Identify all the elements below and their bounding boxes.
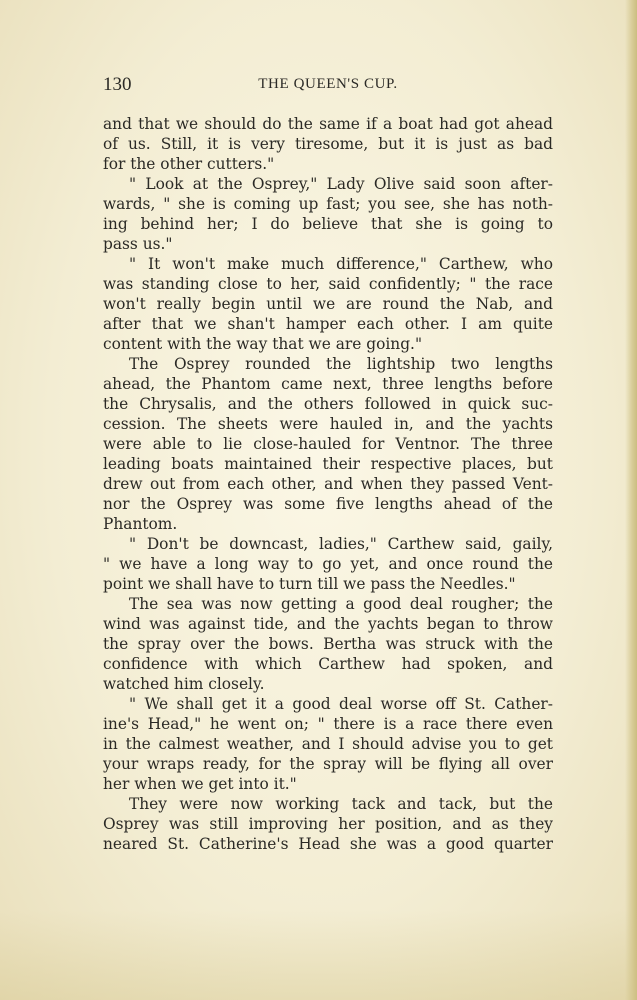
text-line: your wraps ready, for the spray will be flying all over [103,755,553,773]
text-line: " It won't make much difference," Carthew, who [129,255,553,273]
text-line: " Look at the Osprey," Lady Olive said soon after- [129,175,553,193]
text-line: The sea was now getting a good deal rougher; the [129,595,553,613]
text-line: in the calmest weather, and I should advise you to get [103,735,553,753]
text-line: ing behind her; I do believe that she is going to [103,215,553,233]
text-line: neared St. Catherine's Head she was a good quarter [103,835,553,853]
running-title: THE QUEEN'S CUP. [258,76,398,92]
text-line: pass us." [103,235,173,253]
text-line: after that we shan't hamper each other. I am quite [103,315,553,333]
text-line: ine's Head," he went on; " there is a race there even [103,715,553,733]
text-line: point we shall have to turn till we pass the Needles." [103,575,516,593]
text-line: her when we get into it." [103,775,297,793]
text-line: were able to lie close-hauled for Ventnor. The three [103,435,553,453]
text-line: of us. Still, it is very tiresome, but it is just as bad [103,135,553,153]
text-line: They were now working tack and tack, but the [129,795,553,813]
text-line: was standing close to her, said confidently; " the race [103,275,553,293]
text-line: wards, " she is coming up fast; you see, she has noth- [103,195,553,213]
text-line: leading boats maintained their respective places, but [103,455,553,473]
text-line: Osprey was still improving her position, and as they [103,815,553,833]
body-text [103,114,553,854]
text-line: the spray over the bows. Bertha was struck with the [103,635,553,653]
text-line: cession. The sheets were hauled in, and the yachts [103,415,553,433]
page-bottom-tint [0,910,637,1000]
page-edge-shadow [625,0,637,1000]
text-line: The Osprey rounded the lightship two lengths [129,355,553,373]
text-line: and that we should do the same if a boat had got ahead [103,115,553,133]
text-line: watched him closely. [103,675,265,693]
text-line: confidence with which Carthew had spoken, and [103,655,553,673]
text-line: content with the way that we are going." [103,335,423,353]
text-line: ahead, the Phantom came next, three lengths before [103,375,553,393]
text-line: " Don't be downcast, ladies," Carthew said, gaily, [129,535,553,553]
text-line: " we have a long way to go yet, and once round the [103,555,553,573]
page-header [103,74,553,98]
text-line: Phantom. [103,515,178,533]
text-line: the Chrysalis, and the others followed in quick suc- [103,395,553,413]
page-number: 130 [103,74,132,95]
text-line: for the other cutters." [103,155,275,173]
text-line: " We shall get it a good deal worse off St. Cather- [129,695,553,713]
text-line: nor the Osprey was some five lengths ahead of the [103,495,553,513]
text-line: won't really begin until we are round the Nab, and [103,295,553,313]
text-line: wind was against tide, and the yachts began to throw [103,615,553,633]
text-line: drew out from each other, and when they passed Vent- [103,475,553,493]
